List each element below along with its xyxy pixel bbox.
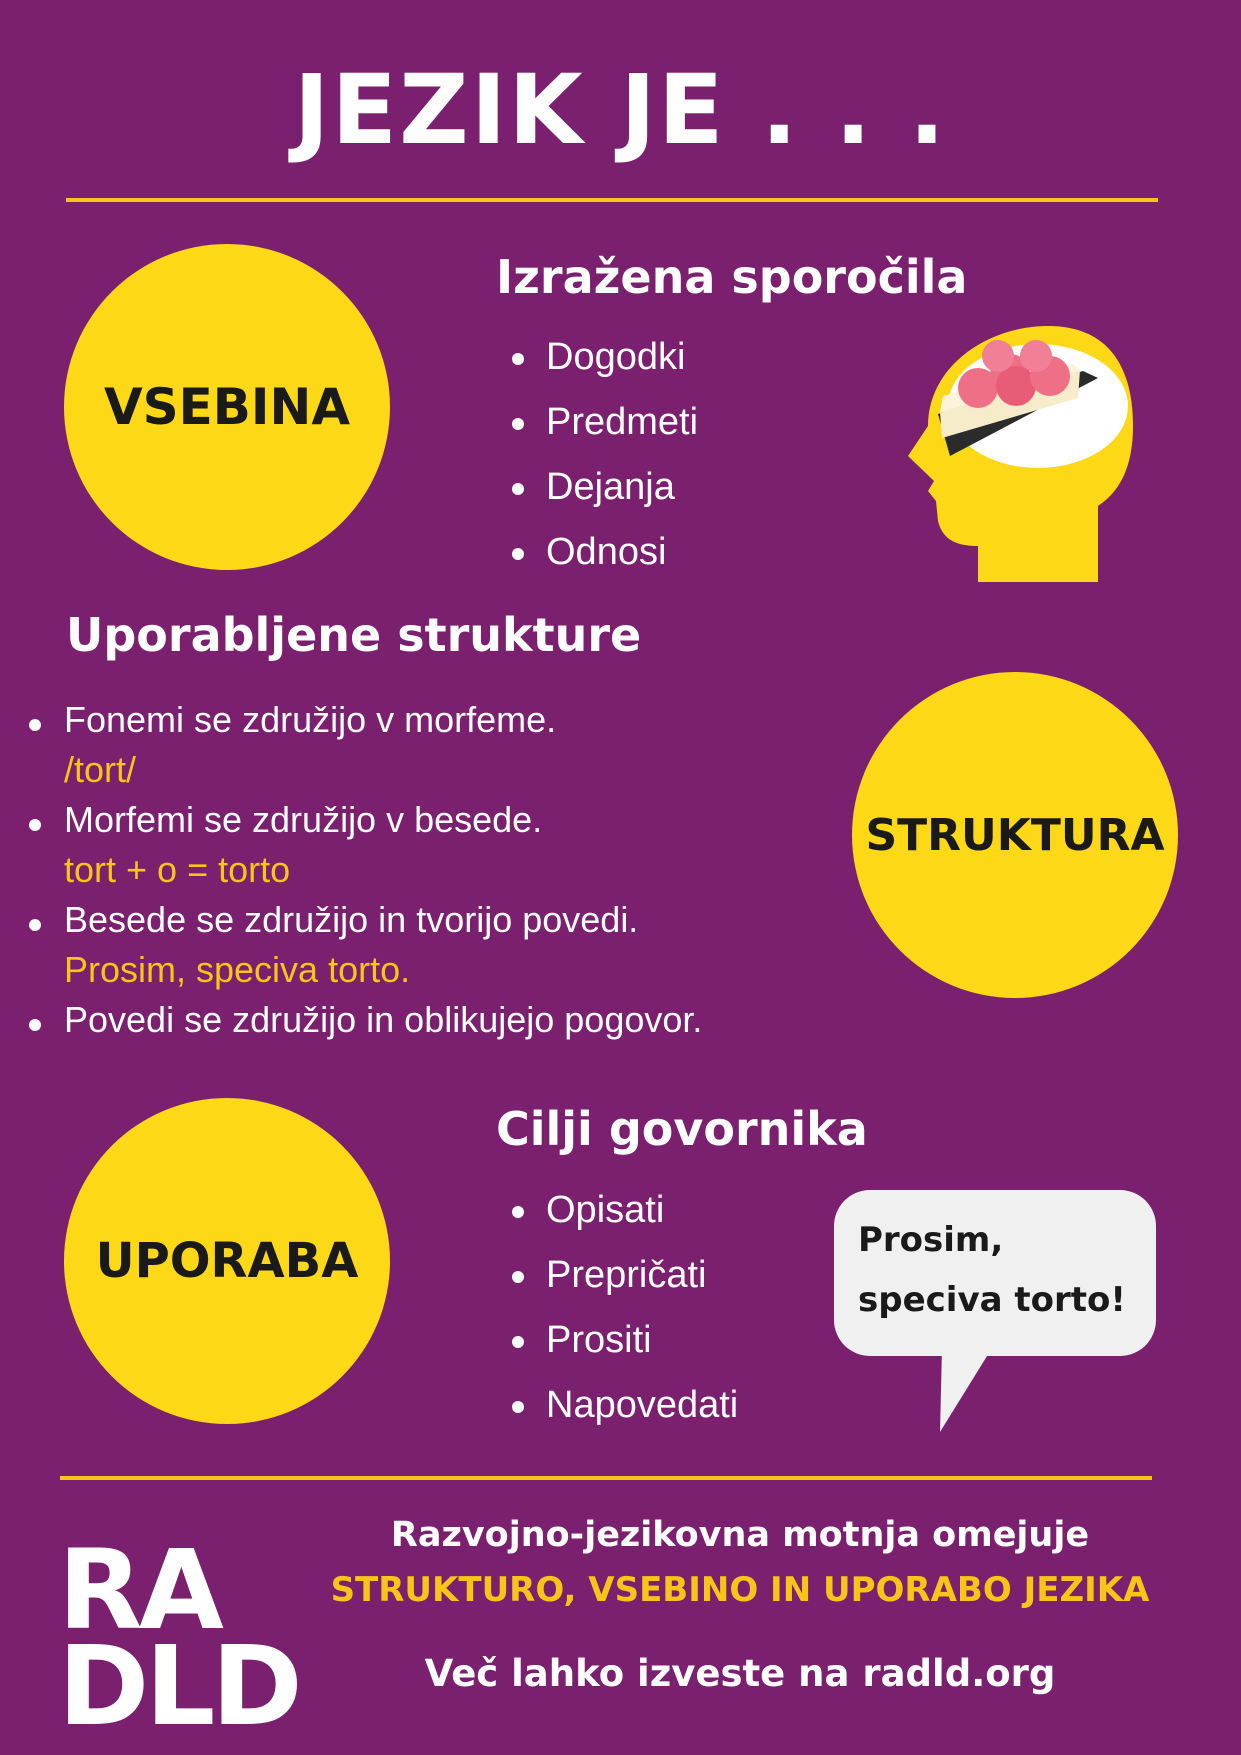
content-circle-label: VSEBINA	[103, 378, 351, 436]
list-item: Dejanja	[506, 455, 698, 520]
speech-bubble-line: Prosim,	[858, 1220, 1004, 1260]
structure-item-text: Fonemi se združijo v morfeme.	[64, 699, 557, 740]
structure-list	[24, 695, 702, 1045]
page-title: JEZIK JE . . .	[293, 54, 948, 166]
list-item: Prepričati	[506, 1243, 738, 1308]
use-heading: Cilji govornika	[496, 1102, 868, 1156]
content-list	[506, 325, 698, 585]
footer-line-3: Več lahko izveste na radld.org	[424, 1652, 1056, 1695]
list-item	[24, 695, 702, 795]
structure-heading: Uporabljene strukture	[66, 608, 642, 662]
content-circle	[64, 244, 390, 570]
list-item: Prositi	[506, 1308, 738, 1373]
list-item: Opisati	[506, 1178, 738, 1243]
use-list	[506, 1178, 738, 1438]
content-heading: Izražena sporočila	[496, 250, 968, 304]
list-item: Napovedati	[506, 1373, 738, 1438]
list-item	[24, 795, 702, 895]
structure-item-text: Besede se združijo in tvorijo povedi.	[64, 899, 639, 940]
speech-bubble-line: speciva torto!	[858, 1280, 1126, 1320]
structure-circle	[852, 672, 1178, 998]
list-item	[24, 895, 702, 995]
bottom-divider	[60, 1476, 1152, 1480]
structure-item-text: Morfemi se združijo v besede.	[64, 799, 543, 840]
list-item: Predmeti	[506, 390, 698, 455]
logo-bottom-text: DLD	[58, 1622, 299, 1750]
structure-item-example: tort + o = torto	[64, 849, 291, 890]
speech-bubble-text	[858, 1210, 1126, 1330]
footer-line-2: STRUKTURO, VSEBINO IN UPORABO JEZIKA	[330, 1570, 1150, 1610]
top-divider	[66, 198, 1158, 202]
list-item: Odnosi	[506, 520, 698, 585]
use-circle-label: UPORABA	[95, 1233, 359, 1289]
logo-top-text: RA	[58, 1526, 220, 1654]
use-circle	[64, 1098, 390, 1424]
structure-item-example: Prosim, speciva torto.	[64, 949, 411, 990]
structure-item-example: /tort/	[64, 749, 137, 790]
footer-line-1: Razvojno-jezikovna motnja omejuje	[390, 1515, 1090, 1555]
list-item: Dogodki	[506, 325, 698, 390]
structure-circle-label: STRUKTURA	[865, 809, 1165, 861]
structure-item-text: Povedi se združijo in oblikujejo pogovor.	[64, 999, 703, 1040]
head-with-cake-icon	[898, 326, 1138, 582]
list-item	[24, 995, 702, 1045]
